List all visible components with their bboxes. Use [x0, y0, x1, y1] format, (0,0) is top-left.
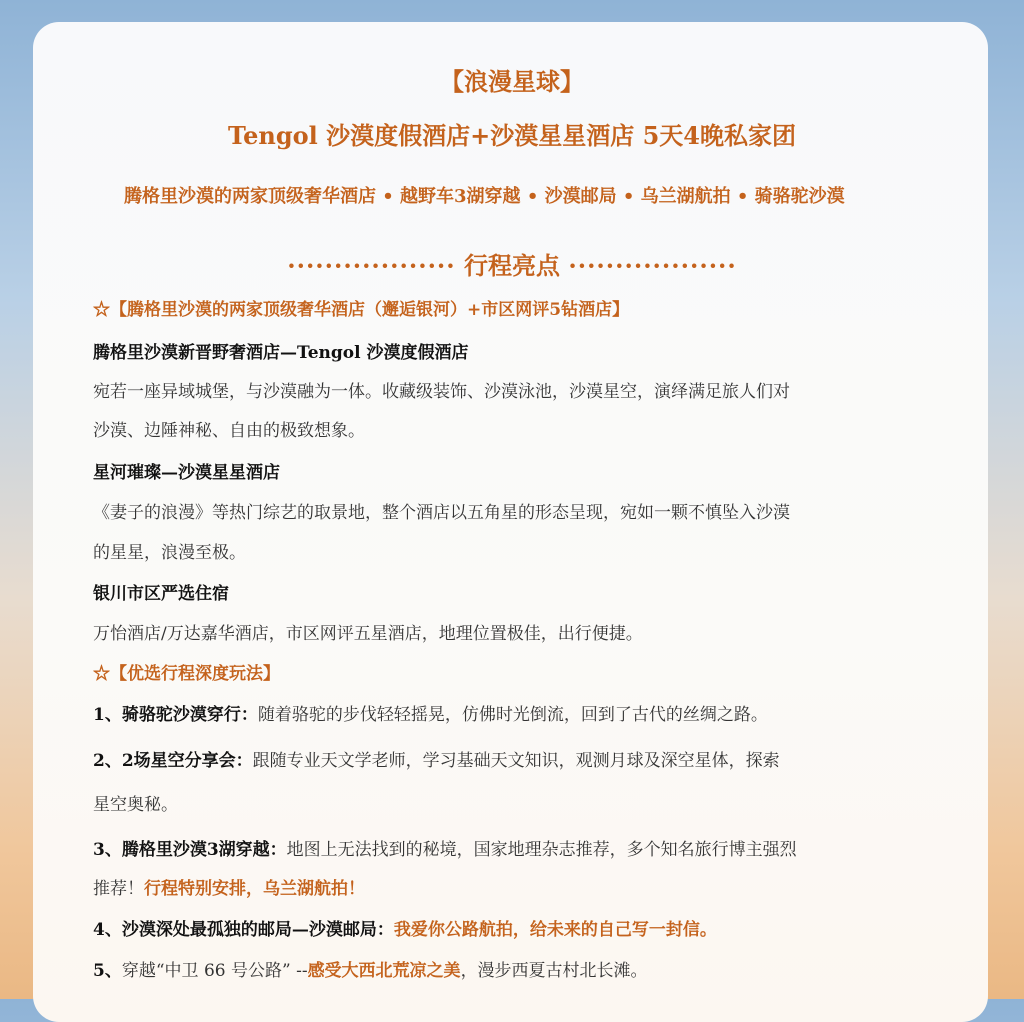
activity-text: 随着骆驼的步伐轻轻摇晃，仿佛时光倒流，回到了古代的丝绸之路。 — [257, 705, 768, 725]
activity-text: 地图上无法找到的秘境，国家地理杂志推荐，多个知名旅行博主强烈 — [286, 840, 797, 860]
dots-right: ·················· — [568, 251, 737, 280]
activity-title: 4、沙漠深处最孤独的邮局—沙漠邮局： — [93, 920, 394, 940]
hotel-desc: 宛若一座异域城堡，与沙漠融为一体。收藏级装饰、沙漠泳池，沙漠星空，演绎满足旅人们对 — [93, 382, 790, 402]
hotel-desc: 的星星，浪漫至极。 — [93, 543, 246, 563]
activity-highlight: 行程特别安排，乌兰湖航拍！ — [144, 879, 365, 899]
hotel-desc: 万怡酒店/万达嘉华酒店，市区网评五星酒店，地理位置极佳，出行便捷。 — [93, 624, 643, 644]
activities-heading: ☆【优选行程深度玩法】 — [93, 664, 280, 684]
activity-title: 3、腾格里沙漠3湖穿越： — [93, 840, 287, 860]
activity-title: 1、骑骆驼沙漠穿行： — [93, 705, 258, 725]
dots-left: ·················· — [287, 251, 456, 280]
hotel-name: 腾格里沙漠新晋野奢酒店—Tengol 沙漠度假酒店 — [93, 343, 469, 363]
activity-title: 5、 — [93, 961, 122, 981]
brand-title: 【浪漫星球】 — [440, 67, 584, 96]
activity-item-cont — [93, 874, 365, 899]
activity-text: ，漫步西夏古村北长滩。 — [460, 961, 648, 981]
trip-title: Tengol 沙漠度假酒店+沙漠星星酒店 5天4晚私家团 — [228, 121, 796, 150]
activity-item — [93, 700, 768, 725]
hotels-heading: ☆【腾格里沙漠的两家顶级奢华酒店（邂逅银河）+市区网评5钻酒店】 — [93, 300, 630, 320]
activity-text: 穿越“中卫 66 号公路” -- — [121, 961, 308, 981]
hotel-desc: 《妻子的浪漫》等热门综艺的取景地，整个酒店以五角星的形态呈现，宛如一颗不慎坠入沙漠 — [93, 503, 790, 523]
activity-item — [93, 835, 797, 860]
hotel-desc: 沙漠、边陲神秘、自由的极致想象。 — [93, 421, 365, 441]
hotel-name: 银川市区严选住宿 — [93, 584, 229, 604]
activity-highlight: 感受大西北荒凉之美 — [307, 961, 461, 981]
activity-item — [93, 746, 780, 771]
trip-tagline: 腾格里沙漠的两家顶级奢华酒店 • 越野车3湖穿越 • 沙漠邮局 • 乌兰湖航拍 • 骑骆驼沙漠 — [124, 186, 845, 207]
section-title: 行程亮点 — [464, 251, 560, 280]
hotel-name: 星河璀璨—沙漠星星酒店 — [93, 463, 280, 483]
activity-highlight: 我爱你公路航拍，给未来的自己写一封信。 — [393, 920, 717, 940]
activity-text: 推荐！ — [93, 879, 144, 899]
activity-text-cont: 星空奥秘。 — [93, 795, 178, 815]
activity-item — [93, 915, 717, 940]
activity-title: 2、2场星空分享会： — [93, 751, 253, 771]
section-header — [0, 246, 1024, 281]
activity-text: 跟随专业天文学老师，学习基础天文知识，观测月球及深空星体，探索 — [252, 751, 780, 771]
activity-item — [93, 956, 648, 981]
